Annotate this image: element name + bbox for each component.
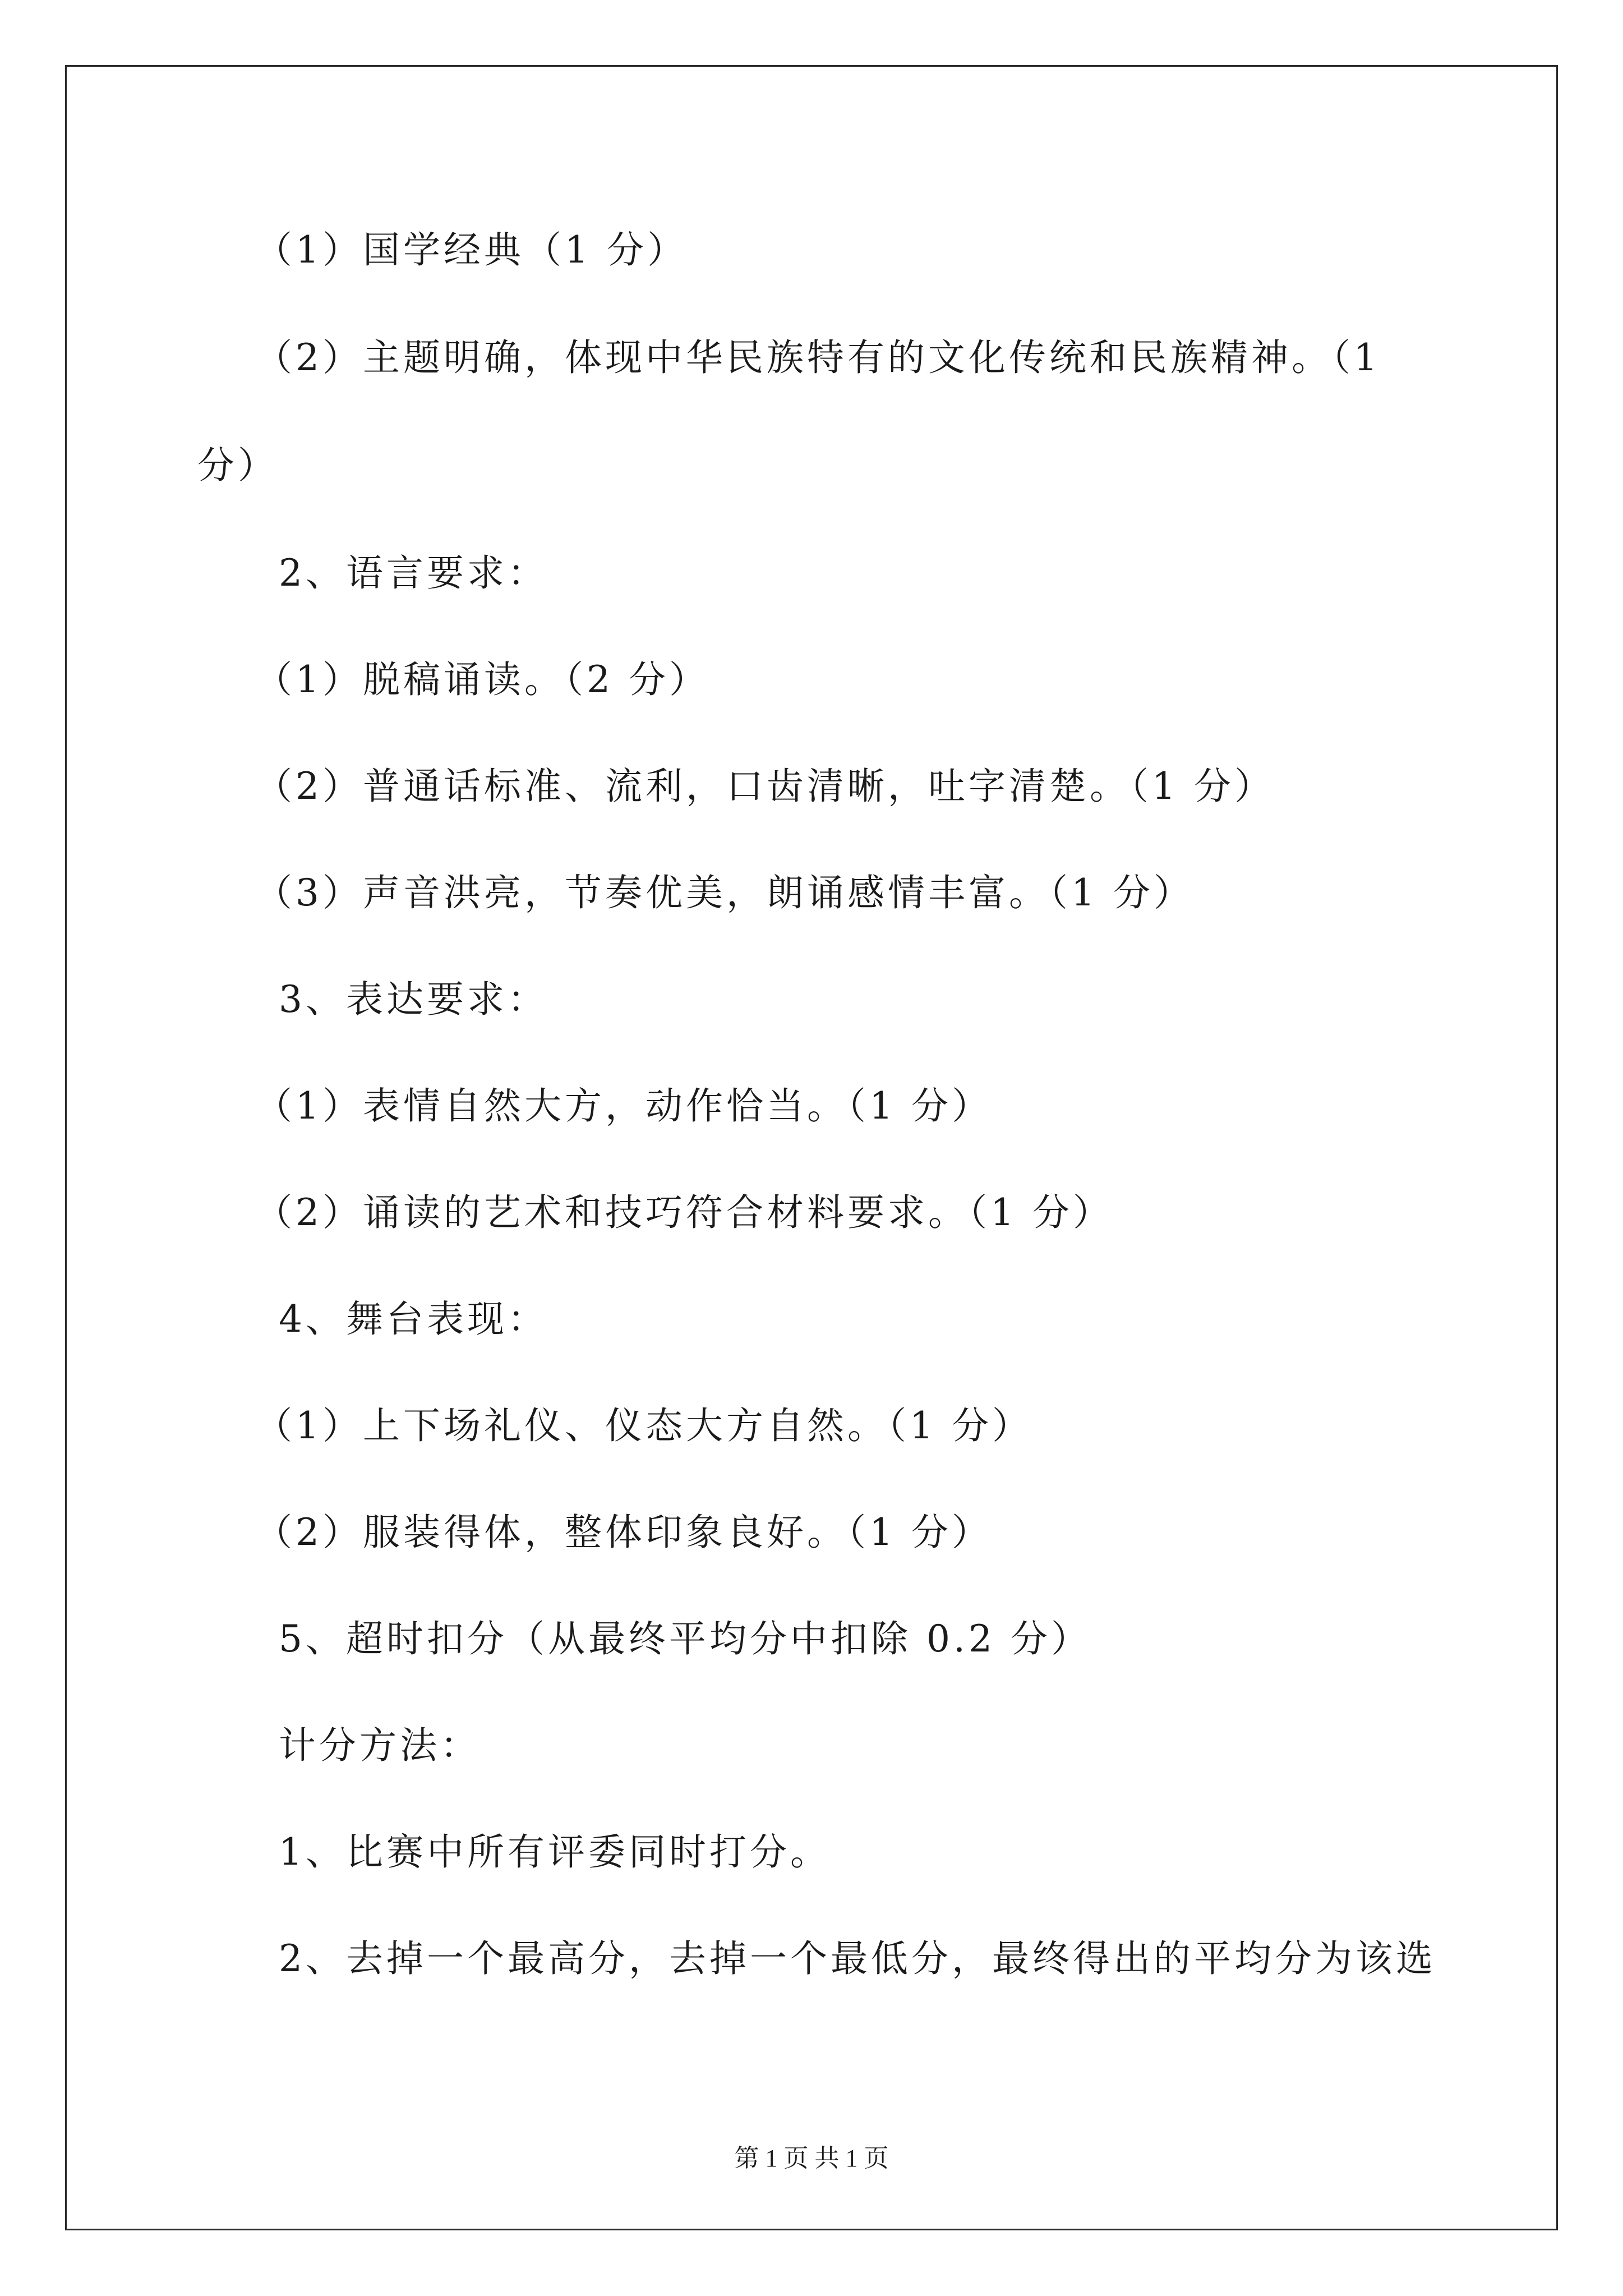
text-line: （2）服装得体，整体印象良好。（1 分） [255,1511,992,1554]
text-line: （3）声音洪亮，节奏优美，朗诵感情丰富。（1 分） [255,871,1194,914]
text-line: （2）主题明确，体现中华民族特有的文化传统和民族精神。（1 [255,336,1381,379]
section-heading: 4、舞台表现： [279,1297,548,1341]
section-heading: 3、表达要求： [279,978,548,1021]
text-line: （2）普通话标准、流利，口齿清晰，吐字清楚。（1 分） [255,765,1275,808]
page-border [65,65,1558,2230]
text-line: （1）脱稿诵读。（2 分） [255,658,709,701]
text-line: 1、比赛中所有评委同时打分。 [279,1830,831,1874]
section-heading: 5、超时扣分（从最终平均分中扣除 0.2 分） [279,1617,1091,1660]
text-line: （2）诵读的艺术和技巧符合材料要求。（1 分） [255,1191,1113,1234]
text-line: （1）国学经典（1 分） [255,228,688,272]
section-heading: 2、语言要求： [279,551,548,595]
text-line: 分） [197,444,278,487]
page-number-footer: 第 1 页 共 1 页 [734,2145,889,2172]
text-line: （1）表情自然大方，动作恰当。（1 分） [255,1084,992,1128]
section-heading: 计分方法： [279,1724,481,1767]
text-line: （1）上下场礼仪、仪态大方自然。（1 分） [255,1404,1032,1447]
text-line: 2、去掉一个最高分，去掉一个最低分，最终得出的平均分为该选 [279,1937,1436,1980]
